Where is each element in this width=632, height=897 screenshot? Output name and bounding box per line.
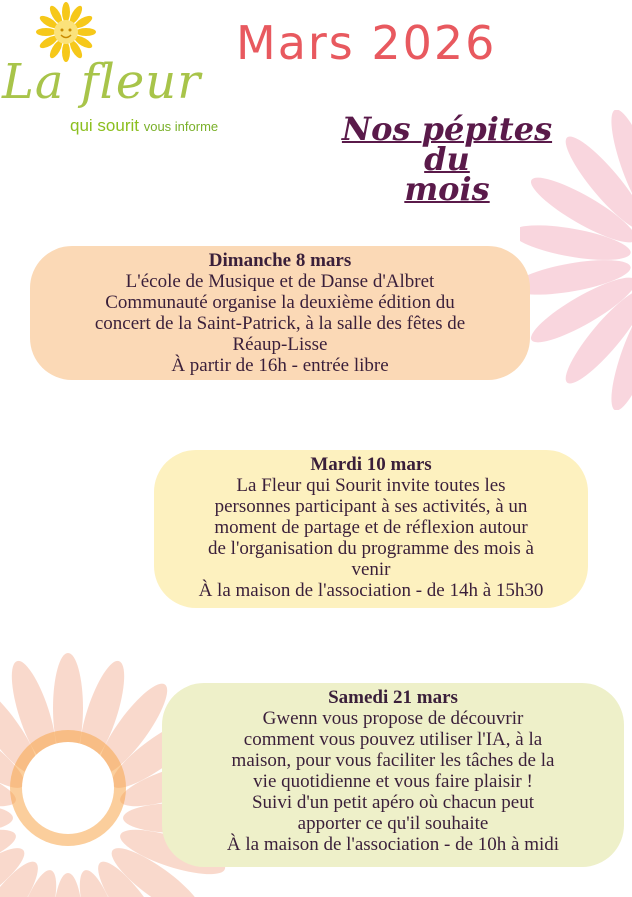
event-date: Mardi 10 mars (310, 454, 432, 475)
event-line: concert de la Saint-Patrick, à la salle des fêtes de (94, 313, 466, 334)
event-line: À la maison de l'association - de 14h à 15h30 (198, 580, 544, 601)
event-line: de l'organisation du programme des mois à (207, 538, 534, 559)
event-date: Dimanche 8 mars (208, 250, 352, 271)
page-subtitle (322, 110, 572, 208)
event-line: À la maison de l'association - de 10h à midi (226, 834, 560, 855)
event-line: Suivi d'un petit apéro où chacun peut (251, 792, 535, 813)
event-line: vie quotidienne et vous faire plaisir ! (253, 771, 533, 792)
event-line: personnes participant à ses activités, à un (214, 496, 528, 517)
event-line: venir (351, 559, 391, 580)
event-card (162, 683, 624, 867)
logo-subtitle (70, 116, 218, 136)
event-card (30, 246, 530, 380)
logo-script-text: La fleur (2, 54, 202, 110)
event-line: Gwenn vous propose de découvrir (262, 708, 524, 729)
event-line: apporter ce qu'il souhaite (297, 813, 489, 834)
sun-logo-icon (36, 2, 96, 62)
event-line: À partir de 16h - entrée libre (171, 355, 389, 376)
event-card (154, 450, 588, 608)
logo-sub-small: vous informe (143, 119, 219, 134)
subtitle-line-1: Nos pépites du (341, 110, 553, 178)
event-line: moment de partage et de réflexion autour (214, 517, 528, 538)
event-line: Réaup-Lisse (232, 334, 328, 355)
event-line: comment vous pouvez utiliser l'IA, à la (243, 729, 543, 750)
event-date: Samedi 21 mars (328, 687, 458, 708)
event-line: La Fleur qui Sourit invite toutes les (236, 475, 506, 496)
logo-sub-text: qui sourit (70, 116, 139, 135)
event-line: L'école de Musique et de Danse d'Albret (125, 271, 435, 292)
event-line: maison, pour vous faciliter les tâches de la (231, 750, 555, 771)
event-line: Communauté organise la deuxième édition du (105, 292, 455, 313)
page-title: Mars 2026 (236, 16, 497, 70)
subtitle-line-2: mois (404, 170, 490, 208)
